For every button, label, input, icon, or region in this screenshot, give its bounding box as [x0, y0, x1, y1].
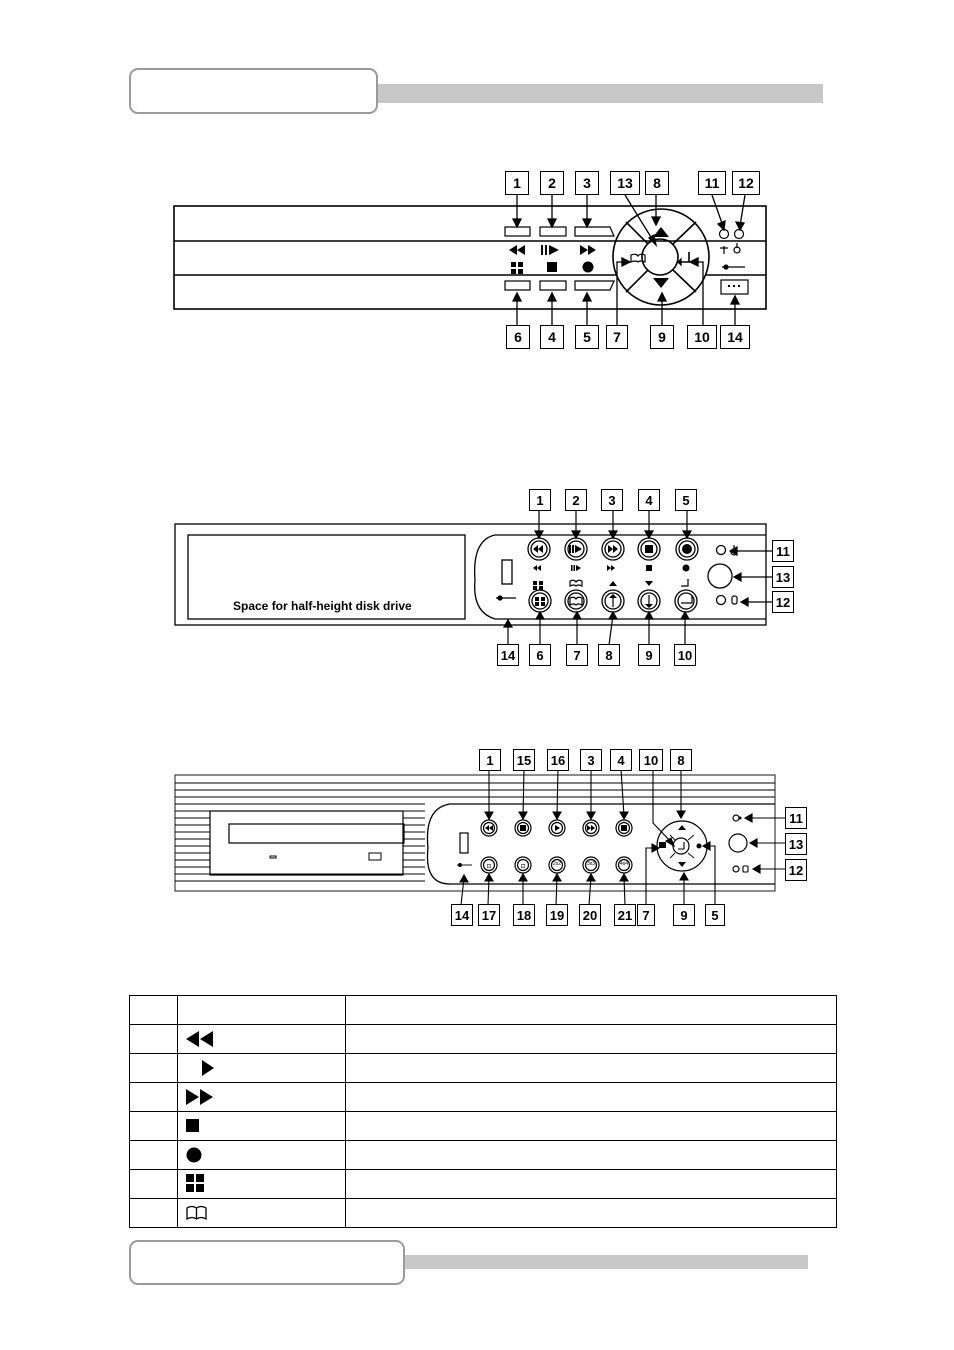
panel1-callout-11: 11 [698, 171, 726, 195]
panel3-callout-13: 13 [785, 833, 807, 855]
button-label-4x4: 4x4 [619, 861, 629, 867]
panel3-callout-16: 16 [547, 749, 569, 771]
panel3-callout-9: 9 [673, 904, 695, 926]
panel1-callout-2: 2 [540, 171, 564, 195]
table-cell-no [130, 1083, 178, 1112]
table-cell-no [130, 1141, 178, 1170]
button-label-3x3: 3x3 [586, 861, 596, 867]
panel3-callout-18: 18 [513, 904, 535, 926]
panel1-callout-7: 7 [606, 325, 628, 349]
table-cell-icon [178, 1141, 346, 1170]
table-header-description [346, 996, 837, 1025]
panel3-callout-10: 10 [639, 749, 663, 771]
panel1-callout-5: 5 [575, 325, 599, 349]
panel3-callout-1: 1 [479, 749, 501, 771]
table-cell-no [130, 1170, 178, 1199]
panel2-callout-9: 9 [638, 644, 660, 666]
table-cell-icon [178, 1025, 346, 1054]
panel3-callout-20: 20 [579, 904, 601, 926]
table-cell-no [130, 1025, 178, 1054]
header-tab [129, 68, 378, 114]
panel2-callout-12: 12 [772, 591, 794, 613]
header-bar [360, 84, 823, 103]
panel2-callout-6: 6 [529, 644, 551, 666]
panel2-callout-13: 13 [772, 566, 794, 588]
table-cell-desc [346, 1025, 837, 1054]
panel3-callout-7: 7 [637, 904, 655, 926]
table-row [130, 1054, 837, 1083]
table-row [130, 1025, 837, 1054]
panel2-callout-14: 14 [497, 644, 519, 666]
panel1-callout-6: 6 [506, 325, 530, 349]
panel3-callout-11: 11 [785, 807, 807, 829]
table-header-row [130, 996, 837, 1025]
panel1-callout-12: 12 [732, 171, 760, 195]
panel1-callout-14: 14 [720, 325, 750, 349]
svg-text:⊡: ⊡ [486, 864, 492, 870]
panel3-callout-3: 3 [580, 749, 602, 771]
panel3-callout-4: 4 [610, 749, 632, 771]
book-icon [186, 1205, 208, 1221]
table-cell-icon [178, 1112, 346, 1141]
table-row [130, 1141, 837, 1170]
table-cell-no [130, 1112, 178, 1141]
panel3-callout-17: 17 [478, 904, 500, 926]
panel2-callout-10: 10 [674, 644, 696, 666]
panel2-callout-4: 4 [638, 489, 660, 511]
table-row [130, 1083, 837, 1112]
table-cell-icon [178, 1170, 346, 1199]
panel3-callout-5: 5 [705, 904, 725, 926]
panel3-callout-21: 21 [614, 904, 636, 926]
panel3-callout-12: 12 [785, 859, 807, 881]
table-cell-icon [178, 1083, 346, 1112]
fast-forward-icon [186, 1089, 216, 1105]
svg-text:⊡: ⊡ [520, 864, 526, 870]
panel1-callout-9: 9 [650, 325, 674, 349]
rewind-icon [186, 1031, 216, 1047]
panel1-callout-8: 8 [645, 171, 669, 195]
panel2-callout-5: 5 [675, 489, 697, 511]
table-header-button [178, 996, 346, 1025]
panel3-callout-15: 15 [513, 749, 535, 771]
record-icon [186, 1147, 202, 1163]
table-row [130, 1112, 837, 1141]
panel2-callout-8: 8 [598, 644, 620, 666]
button-label-2x2: 2x2 [552, 861, 562, 867]
table-cell-icon [178, 1199, 346, 1228]
table-cell-desc [346, 1199, 837, 1228]
table-row [130, 1170, 837, 1199]
table-cell-no [130, 1199, 178, 1228]
quad-view-icon [186, 1174, 206, 1194]
panel1-callout-4: 4 [540, 325, 564, 349]
panel3-callout-19: 19 [546, 904, 568, 926]
panel3-callout-14: 14 [451, 904, 473, 926]
table-cell-icon [178, 1054, 346, 1083]
table-row [130, 1199, 837, 1228]
table-cell-desc [346, 1141, 837, 1170]
table-cell-desc [346, 1054, 837, 1083]
panel2-callout-11: 11 [772, 540, 794, 562]
panel1-callout-1: 1 [505, 171, 529, 195]
panel2-callout-1: 1 [529, 489, 551, 511]
panel2-callout-2: 2 [565, 489, 587, 511]
panel2-callout-3: 3 [601, 489, 623, 511]
play-icon [202, 1060, 216, 1076]
table-cell-desc [346, 1170, 837, 1199]
disk-drive-label: Space for half-height disk drive [233, 599, 412, 613]
panel1-callout-10: 10 [687, 325, 717, 349]
footer-bar [390, 1255, 808, 1269]
panel1-callout-3: 3 [575, 171, 599, 195]
panel1-callout-13: 13 [610, 171, 640, 195]
table-cell-desc [346, 1112, 837, 1141]
stop-icon [186, 1119, 200, 1133]
button-table [129, 995, 837, 1228]
panel3-callout-8: 8 [670, 749, 692, 771]
footer-tab [129, 1240, 405, 1285]
table-cell-desc [346, 1083, 837, 1112]
panel2-callout-7: 7 [566, 644, 588, 666]
table-cell-no [130, 1054, 178, 1083]
table-header-no [130, 996, 178, 1025]
